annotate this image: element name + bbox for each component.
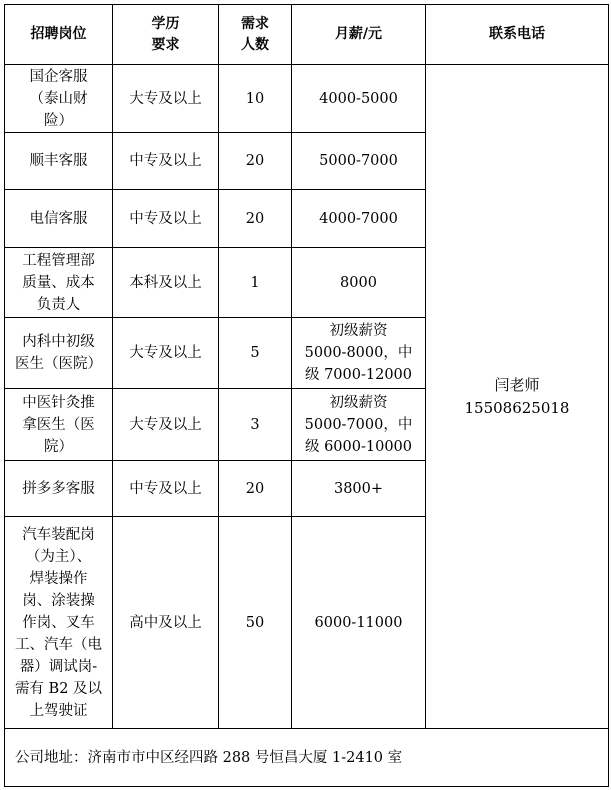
cell-education: 本科及以上 — [113, 248, 219, 318]
cell-salary: 6000-11000 — [292, 517, 426, 729]
cell-headcount: 20 — [219, 133, 292, 190]
cell-position: 拼多多客服 — [5, 461, 113, 517]
cell-headcount: 3 — [219, 389, 292, 461]
header-salary: 月薪/元 — [292, 5, 426, 65]
cell-position: 汽车装配岗 （为主）、 焊装操作 岗、涂装操 作岗、叉车 工、汽车（电 器）调试岗- 需有 B2 及以 上驾驶证 — [5, 517, 113, 729]
company-address: 公司地址：济南市市中区经四路 288 号恒昌大厦 1-2410 室 — [5, 729, 609, 787]
cell-headcount: 20 — [219, 461, 292, 517]
contact-phone: 15508625018 — [464, 398, 570, 417]
cell-salary: 5000-7000 — [292, 133, 426, 190]
cell-headcount: 50 — [219, 517, 292, 729]
address-row — [5, 729, 609, 787]
cell-education: 大专及以上 — [113, 65, 219, 133]
cell-position: 中医针灸推 拿医生（医 院） — [5, 389, 113, 461]
header-row — [5, 5, 609, 65]
table-row — [5, 65, 609, 133]
cell-education: 高中及以上 — [113, 517, 219, 729]
cell-education: 大专及以上 — [113, 318, 219, 389]
cell-education: 中专及以上 — [113, 133, 219, 190]
cell-headcount: 20 — [219, 190, 292, 248]
recruitment-table — [4, 4, 609, 787]
header-headcount: 需求 人数 — [219, 5, 292, 65]
cell-position: 工程管理部 质量、成本 负责人 — [5, 248, 113, 318]
header-position: 招聘岗位 — [5, 5, 113, 65]
cell-salary: 初级薪资 5000-7000，中 级 6000-10000 — [292, 389, 426, 461]
cell-salary: 4000-5000 — [292, 65, 426, 133]
header-contact: 联系电话 — [426, 5, 609, 65]
cell-salary: 4000-7000 — [292, 190, 426, 248]
cell-education: 大专及以上 — [113, 389, 219, 461]
cell-position: 内科中初级 医生（医院） — [5, 318, 113, 389]
cell-salary: 8000 — [292, 248, 426, 318]
cell-headcount: 10 — [219, 65, 292, 133]
cell-salary: 初级薪资 5000-8000，中 级 7000-12000 — [292, 318, 426, 389]
cell-position: 国企客服 （泰山财 险） — [5, 65, 113, 133]
cell-education: 中专及以上 — [113, 190, 219, 248]
cell-salary: 3800+ — [292, 461, 426, 517]
cell-position: 顺丰客服 — [5, 133, 113, 190]
cell-position: 电信客服 — [5, 190, 113, 248]
header-education: 学历 要求 — [113, 5, 219, 65]
contact-name: 闫老师 — [494, 375, 540, 394]
cell-contact — [426, 65, 609, 729]
cell-education: 中专及以上 — [113, 461, 219, 517]
cell-headcount: 5 — [219, 318, 292, 389]
cell-headcount: 1 — [219, 248, 292, 318]
